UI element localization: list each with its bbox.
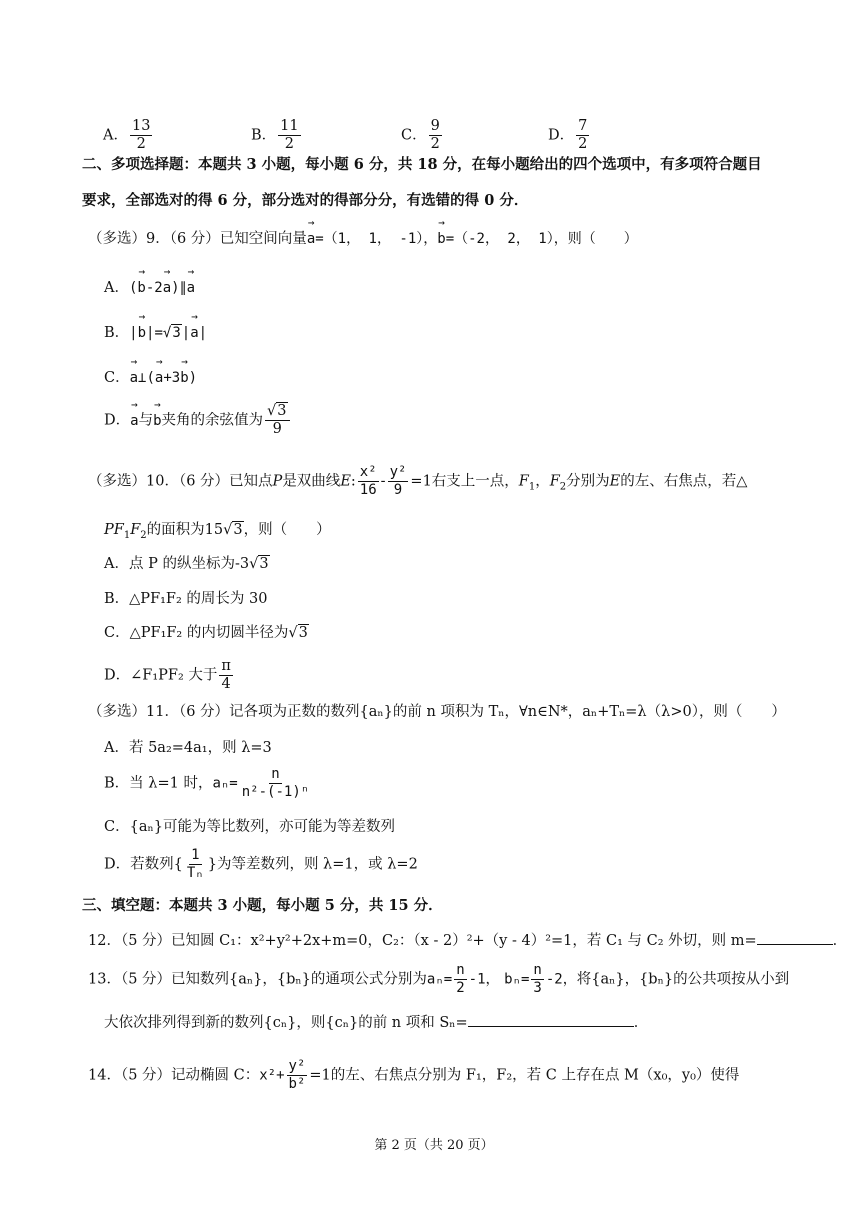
denominator: Tₙ xyxy=(186,865,204,881)
numerator: n xyxy=(533,962,542,978)
numerator: y² xyxy=(288,1058,306,1074)
numerator: 1 xyxy=(191,847,200,863)
vector-a: → a xyxy=(163,278,171,298)
option-label: B． xyxy=(251,127,277,144)
q9-option-d: D．→ a与→ b夹角的余弦值为 $\frac{√3}{9}$ xyxy=(104,403,292,438)
section2-heading-line1: 二、多项选择题：本题共 3 小题，每小题 6 分，共 18 分，在每小题给出的四个选项中，有多项符合题目 xyxy=(82,156,762,173)
q10-stem1: （多选）10．（6 分）已知点 xyxy=(88,473,273,490)
q11-option-d xyxy=(104,847,418,882)
vector-b: → b xyxy=(137,278,145,298)
section2-heading-line2: 要求，全部选对的得 6 分，部分选对的得部分分，有选错的得 0 分． xyxy=(82,192,529,209)
page-footer: 第 2 页（共 20 页） xyxy=(374,1138,494,1153)
numerator: 13 xyxy=(131,118,151,134)
denominator: 9 xyxy=(393,482,403,498)
numerator: 9 xyxy=(430,118,440,134)
q10-a-text: A．点 P 的纵坐标为-3 xyxy=(104,556,250,572)
q11-b-text: B．当 λ=1 时， xyxy=(104,775,213,792)
section3-heading: 三、填空题：本题共 3 小题，每小题 5 分，共 15 分． xyxy=(82,897,443,914)
q13-m1: -1， xyxy=(468,971,500,988)
q13-line2-text: 大依次排列得到新的数列{cₙ}，则{cₙ}的前 n 项和 Sₙ= xyxy=(104,1015,468,1031)
answer-blank[interactable] xyxy=(757,930,833,945)
q14-line1a: 14．（5 分）记动椭圆 C： xyxy=(88,1067,260,1084)
denominator: 2 xyxy=(136,136,146,152)
q10-option-d xyxy=(104,658,235,693)
numerator: 11 xyxy=(280,118,299,134)
option-label: D． xyxy=(104,412,131,429)
q14-line1b: =1的左、右焦点分别为 F₁，F₂，若 C 上存在点 M（x₀，y₀）使得 xyxy=(309,1067,740,1084)
q13-an: aₙ= xyxy=(426,971,453,988)
q8-option-d xyxy=(548,118,591,153)
denominator: b² xyxy=(288,1076,306,1092)
q14-line1 xyxy=(88,1058,739,1093)
q13-line1a: 13．（5 分）已知数列{aₙ}，{bₙ}的通项公式分别为 xyxy=(88,971,427,988)
q13-m2: -2， xyxy=(545,971,577,988)
vector-a: → a xyxy=(187,278,195,298)
q10-stem4: 分别为 xyxy=(566,473,610,490)
q11-b-lhs: aₙ= xyxy=(212,775,238,792)
q10-line2b: ，则（ ） xyxy=(243,522,331,538)
q8-option-c xyxy=(401,118,444,153)
q9-stem xyxy=(88,229,638,249)
sqrt-radicand: 3 xyxy=(172,325,181,341)
numerator: x² xyxy=(359,464,377,480)
answer-blank[interactable] xyxy=(468,1012,634,1027)
q14-x2: x²+ xyxy=(259,1067,285,1084)
numerator: y² xyxy=(389,464,407,480)
numerator: n xyxy=(456,962,465,978)
q13-bn: bₙ= xyxy=(504,971,530,988)
q9-prefix: （多选）9．（6 分）已知空间向量 xyxy=(88,231,307,247)
denominator: 16 xyxy=(359,482,377,498)
q11-stem: （多选）11．（6 分）记各项为正数的数列{aₙ}的前 n 项积为 Tₙ，∀n∈N*，aₙ+Tₙ=λ（λ>0），则（ ） xyxy=(88,704,786,720)
vector-b: → b xyxy=(180,368,188,388)
q10-d-text: D．∠F₁PF₂ 大于 xyxy=(104,667,218,684)
q10-line2a: 的面积为15 xyxy=(146,522,224,538)
q13-end: ． xyxy=(633,1015,649,1031)
vector-a-value: =（1， 1， -1）， xyxy=(315,231,438,247)
q11-option-a: A．若 5a₂=4a₁，则 λ=3 xyxy=(104,740,272,756)
vector-b: → b xyxy=(437,229,445,249)
q12-text: 12．（5 分）已知圆 C₁：x²+y²+2x+m=0，C₂：（x - 2）²+（y - 4）²=1，若 C₁ 与 C₂ 外切，则 m= xyxy=(88,933,757,949)
q13-line1 xyxy=(88,962,789,997)
vector-b: → b xyxy=(138,323,146,343)
vector-a: → a xyxy=(307,229,315,249)
q8-option-a xyxy=(103,118,154,153)
q8-options xyxy=(0,108,868,152)
option-label: C． xyxy=(401,127,427,144)
q10-option-a: A．点 P 的纵坐标为-3√3 xyxy=(104,556,269,572)
vector-a: → a xyxy=(130,368,138,388)
q11-d-text2: }为等差数列，则 λ=1，或 λ=2 xyxy=(207,856,418,873)
option-label: D． xyxy=(548,127,575,144)
option-label: C． xyxy=(104,370,130,386)
q9-d-text: 与 xyxy=(138,412,154,429)
q10-stem3: =1右支上一点， xyxy=(410,473,519,490)
q13-line1b: 将{aₙ}，{bₙ}的公共项按从小到 xyxy=(576,971,790,988)
denominator: 9 xyxy=(272,421,282,437)
q11-option-b xyxy=(104,766,313,801)
numerator: 7 xyxy=(578,118,588,134)
q10-c-text: C．△PF₁F₂ 的内切圆半径为 xyxy=(104,625,289,641)
vector-a: → a xyxy=(190,323,198,343)
q13-line2 xyxy=(104,1012,648,1033)
numerator: π xyxy=(221,658,231,674)
sqrt-radicand: 3 xyxy=(277,403,287,419)
q10-stem-line2: $PF_1F_2$的面积为15√3，则（ ） xyxy=(104,522,331,541)
q9-option-b: B．|→ b|=√3|→ a| xyxy=(104,323,207,343)
option-label: B． xyxy=(104,325,130,341)
denominator: 2 xyxy=(456,980,465,996)
q9-d-text2: 夹角的余弦值为 xyxy=(161,412,264,429)
q10-stem2: 是双曲线 xyxy=(282,473,341,490)
option-label: A． xyxy=(103,127,128,144)
vector-a: → a xyxy=(130,411,138,431)
vector-a: → a xyxy=(155,368,163,388)
vector-b-value: =（-2， 2， 1），则（ ） xyxy=(445,231,638,247)
q9-option-a: A．(→ b-2→ a)∥→ a xyxy=(104,278,195,298)
q12 xyxy=(88,930,847,951)
q10-option-b: B．△PF₁F₂ 的周长为 30 xyxy=(104,591,268,607)
q9-option-c: C．→ a⊥(→ a+3→ b) xyxy=(104,368,197,388)
denominator: 2 xyxy=(284,136,294,152)
q11-option-c: C．{aₙ}可能为等比数列，亦可能为等差数列 xyxy=(104,819,395,835)
vector-b: → b xyxy=(153,411,161,431)
q8-option-b xyxy=(251,118,303,153)
q10-stem: （多选）10．（6 分）已知点P是双曲线E: $\frac{\text{x²}}{16}$ - $\frac{\text{y²}}{9}$ =1右支上一点，$F_1$，$F_2$分别为E的左、右焦点，若△ xyxy=(88,464,748,498)
q10-option-c: C．△PF₁F₂ 的内切圆半径为√3 xyxy=(104,625,308,641)
option-label: A． xyxy=(104,280,129,296)
denominator: 3 xyxy=(533,980,542,996)
numerator: n xyxy=(271,766,280,782)
q10-stem5: 的左、右焦点，若△ xyxy=(620,473,748,490)
q12-end: ． xyxy=(832,933,848,949)
denominator: 2 xyxy=(578,136,588,152)
denominator: 4 xyxy=(221,676,231,692)
denominator: n²-(-1)ⁿ xyxy=(241,784,310,800)
denominator: 2 xyxy=(430,136,440,152)
q11-d-text1: D．若数列{ xyxy=(104,856,183,873)
